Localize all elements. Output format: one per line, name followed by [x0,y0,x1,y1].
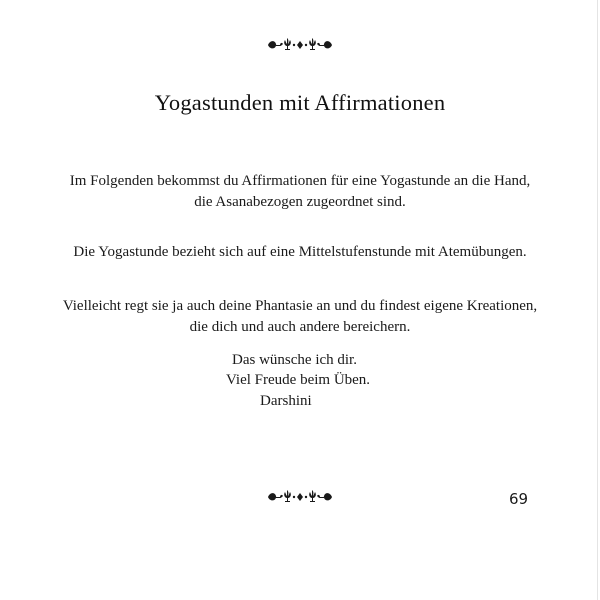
bottom-fleuron-icon [267,489,333,505]
intro-paragraph: Im Folgenden bekommst du Affirmationen für eine Yogastunde an die Hand, die Asanabezogen zugeordnet sind. [69,173,531,210]
lesson-description-paragraph: Die Yogastunde bezieht sich auf eine Mittelstufenstunde mit Atemübungen. [73,244,527,260]
author-signature: Darshini [260,393,312,409]
closing-joy-line: Viel Freude beim Üben. [226,372,371,388]
page-number: 69 [509,490,529,508]
page-title: Yogastunden mit Affirmationen [154,90,446,115]
closing-wish-line: Das wünsche ich dir. [232,352,357,368]
top-fleuron-icon [267,37,333,53]
inspiration-paragraph: Vielleicht regt sie ja auch deine Phantasie an und du findest eigene Kreationen, die dich und auch andere bereichern. [62,298,538,335]
